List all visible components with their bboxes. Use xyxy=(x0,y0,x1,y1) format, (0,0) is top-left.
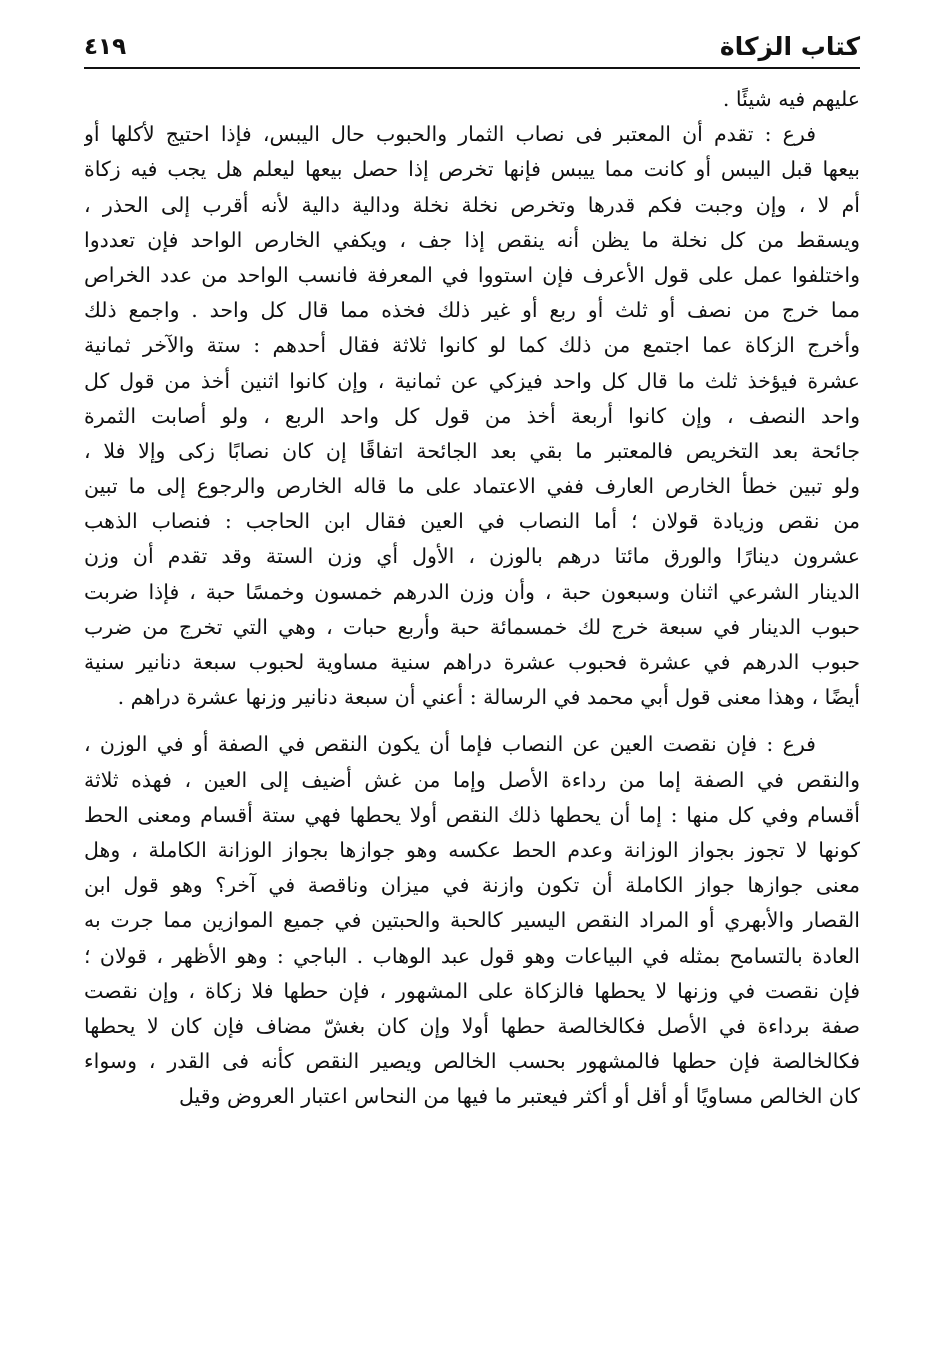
header-rule xyxy=(84,67,860,69)
text-line: أم لا ، وإن وجبت فكم قدرها وتخرص نخلة نخلة ودالية دالية لأنه أقرب إلى الحذر ، xyxy=(84,192,860,217)
text-line: كونها لا تجوز بجواز الوزانة وعدم الحط عكسه وهو جوازها بجواز الوزانة الكاملة ، وهل xyxy=(84,837,860,862)
text-line: بيعها قبل اليبس أو كانت مما ييبس فإنها تخرص إذا حصل بيعها ليعلم هل يجب فيه زكاة xyxy=(84,157,860,182)
text-line: فإن نقصت في وزنها لا يحطها فالزكاة على المشهور ، فإن حطها فلا زكاة ، وإن نقصت xyxy=(84,978,860,1003)
paragraph-gap xyxy=(84,715,860,727)
book-title: كتاب الزكاة xyxy=(719,32,860,61)
text-line: حبوب الدينار في سبعة خرج لك خمسمائة حبة وأربع حبات ، وهي التي تخرج من ضرب xyxy=(84,614,860,639)
text-line: العادة بالتسامح بمثله في البياعات وهو قول عبد الوهاب . الباجي : وهو الأظهر ، قولان ؛ xyxy=(84,943,860,968)
text-line: والنقص في الصفة إما من رداءة الأصل وإما من غش أضيف إلى العين ، فهذه ثلاثة xyxy=(84,767,860,792)
text-line: أقسام وفي كل منها : إما أن يحطها ذلك النقص أولا يحطها فهي ستة أقسام ومعنى الحط xyxy=(84,802,860,827)
text-line: من نقص وزيادة قولان ؛ أما النصاب في العين فقال ابن الحاجب : فنصاب الذهب xyxy=(84,509,860,534)
text-line: جائحة بعد التخريص فالمعتبر ما بقي بعد الجائحة اتفاقًا إن كان نصابًا زكى وإلا فلا ، xyxy=(84,438,860,463)
text-line: واختلفوا عمل على قول الأعرف فإن استووا في المعرفة فانسب الواحد من عدد الخراص xyxy=(84,262,860,287)
text-line: عشرون دينارًا والورق مائتا درهم بالوزن ، الأول أي وزن الستة وقد تقدم أن وزن xyxy=(84,544,860,569)
text-line: القصار والأبهري أو المراد النقص اليسير كالحبة والحبتين في جميع الموازين مما جرت به xyxy=(84,908,860,933)
text-line: واحد النصف ، وإن كانوا أربعة أخذ من قول كل واحد الربع ، ولو أصابت الثمرة xyxy=(84,403,860,428)
text-line: فرع : فإن نقصت العين عن النصاب فإما أن يكون النقص في الصفة أو في الوزن ، xyxy=(84,732,816,757)
text-line: عليهم فيه شيئًا . xyxy=(722,87,860,111)
text-line: عشرة فيؤخذ ثلث ما قال كل واحد فيزكي عن ثمانية ، وإن كانوا اثنين أخذ من قول كل xyxy=(84,368,860,393)
page-number: ٤١٩ xyxy=(84,34,127,60)
text-line: الدينار الشرعي اثنان وسبعون حبة ، وأن وزن الدرهم خمسون وخمسًا حبة ، فإذا ضربت xyxy=(84,579,860,604)
text-line: فرع : تقدم أن المعتبر فى نصاب الثمار والحبوب حال اليبس، فإذا احتيج لأكلها أو xyxy=(84,122,816,147)
paragraph xyxy=(84,727,860,1114)
text-line: وأخرج الزكاة عما اجتمع من ذلك كما لو كانوا ثلاثة فقال أحدهم : ستة والآخر ثمانية xyxy=(84,333,860,358)
text-line: كان الخالص مساويًا أو أقل أو أكثر فيعتبر ما فيها من النحاس اعتبار العروض وقيل xyxy=(179,1084,860,1109)
text-line: أيضًا ، وهذا معنى قول أبي محمد في الرسالة : أعني أن سبعة دنانير وزنها عشرة دراهم . xyxy=(117,685,860,710)
text-line: مما خرج من نصف أو ثلث أو ربع أو غير ذلك فخذه مما قال كل واحد . واجمع ذلك xyxy=(84,298,860,323)
text-line: حبوب الدرهم في عشرة فحبوب عشرة دراهم سنية مساوية لحبوب سبعة دنانير سنية xyxy=(84,650,860,674)
body-text xyxy=(84,82,860,1114)
running-header xyxy=(84,30,860,70)
text-line: صفة برداءة في الأصل فكالخالصة حطها أولا وإن كان بغشّ مضاف فإن كان لا يحطها xyxy=(84,1013,860,1038)
text-line: فكالخالصة فإن حطها فالمشهور بحسب الخالص ويصير النقص كأنه فى القدر ، وسواء xyxy=(84,1049,860,1074)
text-line: معنى جوازها جواز الكاملة أن تكون وازنة في ميزان وناقصة في آخر؟ وهو قول ابن xyxy=(84,873,860,898)
paragraph xyxy=(84,82,860,117)
text-line: ويسقط من كل نخلة ما يظن أنه ينقص إذا جف ، ويكفي الخارص الواحد فإن تعددوا xyxy=(84,227,860,252)
text-line: ولو تبين خطأ الخارص العارف ففي الاعتماد على ما قاله الخارص والرجوع إلى ما تبين xyxy=(84,474,860,499)
paragraph xyxy=(84,117,860,715)
book-page xyxy=(84,30,860,1330)
